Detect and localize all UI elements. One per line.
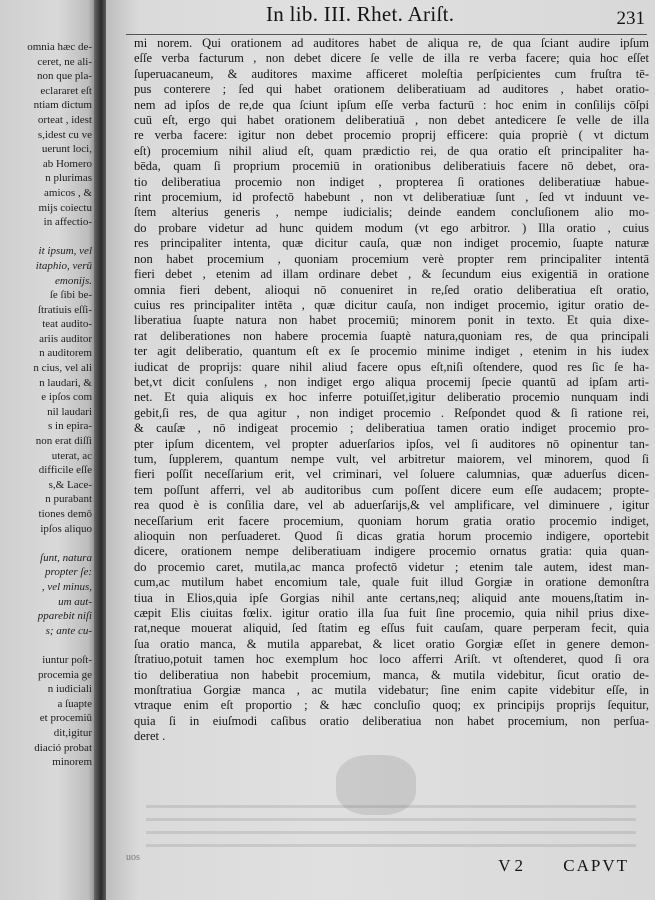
- body-text: [134, 36, 649, 745]
- text-line: rint procemium, id profectō habebunt , non vt deliberatiuæ ſunt , ſed vt induunt ve-: [134, 190, 649, 205]
- left-page-line: orteat , idest: [37, 113, 92, 126]
- text-line: dicere, orationem nempe deliberatiuam indigere procemio ornatus gratia: quia quan-: [134, 544, 649, 559]
- left-page-line: ipſos aliquo: [40, 522, 92, 535]
- left-page-line: e ipſos com: [41, 391, 92, 404]
- page-number: 231: [616, 8, 645, 29]
- left-page-line: um aut-: [58, 595, 92, 608]
- text-line: ſtem alterius generis , nempe iudicialis; deinde eandem concluſionem alio mo-: [134, 205, 649, 220]
- left-page-line: diació probat: [34, 741, 92, 754]
- text-line: fieri debet , etenim ad illam ordinare debet , & ſecundum eius exigentiā in oratione: [134, 267, 649, 282]
- footer-mark: uos: [126, 852, 140, 863]
- text-line: bēda, quam ſi proprium procemiū in orationibus deliberatiuis facere nō debet, ora-: [134, 159, 649, 174]
- text-line: rat deliberationes non habere procemia ſuaptè natura,quoniam res, de qua principali: [134, 328, 649, 343]
- left-page-line: ntiam dictum: [33, 99, 92, 112]
- left-page-line: teat audito-: [42, 318, 92, 331]
- text-line: bet,vt dicit conſulens , non indiget ergo aliqua procemij ſpecie quantū ad ipſam arti-: [134, 374, 649, 389]
- left-page-line: nil laudari: [47, 405, 92, 418]
- text-line: pus conterere ; ſed qui habet orationem deliberatiuam ad auditores , habet oratio-: [134, 82, 649, 97]
- right-page: [106, 0, 655, 900]
- left-page-line: amicos , &: [44, 186, 92, 199]
- left-page-line: dit,igitur: [53, 726, 92, 739]
- left-page-line: ſunt, natura: [40, 551, 92, 564]
- signature-mark: V 2: [498, 856, 523, 875]
- left-page-line: uterat, ac: [51, 449, 92, 462]
- left-page-line: tiones demō: [38, 508, 92, 520]
- left-page-line: s,idest cu ve: [37, 128, 92, 141]
- text-line: tio deliberatiua procemio non indiget , propterea ſi orationes deliberatiuæ habue-: [134, 174, 649, 189]
- text-line: re verba facere: igitur non debet procemio proprij efficere: quia propriè ( vt dictum: [134, 128, 649, 143]
- text-line: rea quod è is conſilia dare, vel ab aduerſarijs,& vel amplificare, vel diminuere , igitur: [134, 498, 649, 513]
- left-page-line: ſe ſibi be-: [49, 289, 92, 302]
- text-line: tem poſſunt afferri, vel ab auditoribus cum poſſent dicere eum eſſe audacem; propte-: [134, 482, 649, 497]
- left-page-line: propter ſe:: [45, 566, 92, 579]
- text-line: cum,ac mutilum habet encomium tale, quale fuit illud Gorgiæ in oratione demonſtra: [134, 575, 649, 590]
- left-page-line: [0, 638, 96, 653]
- text-line: cæpit Elis ciuitas fœlix. igitur oratio illa ſua fuit ſine procemio, quia nihil prius dixe-: [134, 606, 649, 621]
- text-line: non habet procemium , quoniam procemium verè propter rem principaliter intentā: [134, 251, 649, 266]
- text-line: eſt) procemium nihil aliud eſt, quam prædictio rei, de qua oratio eſt principaliter ha-: [134, 143, 649, 158]
- catchword: CAPVT: [563, 856, 629, 875]
- text-line: iudicat de proprijs: quare nihil aliud facere opus eſt,niſi oſtendere, quod res ſic ſe ha-: [134, 359, 649, 374]
- left-page-line: in affectio-: [43, 216, 92, 229]
- text-line: neceſſarium erit facere procemium, quoniam horum gratia oratio procemio indiget,: [134, 513, 649, 528]
- left-page-line: ab Homero: [42, 157, 92, 170]
- left-page-line: omnia hæc de-: [27, 41, 92, 53]
- text-line: tum, ſupplerem, quantum nempe vult, vel arbitretur maiorem, vel minorem, quod ſi: [134, 451, 649, 466]
- text-line: do procemio caret, mutila,ac manca profectō videtur ; etenim tale autem, idest man-: [134, 559, 649, 574]
- left-page-line: non erat diſſi: [35, 435, 92, 448]
- text-line: ſuperuacaneum, & auditores maxime afficeret moleſtia perſpicientes cum fruſtra tē-: [134, 66, 649, 81]
- left-page-line: a ſuapte: [57, 697, 92, 710]
- left-page-line: ariis auditor: [39, 332, 92, 345]
- text-line: tiua in Elios,quia ipſe Gorgias nihil ante certans,neq; aliquid ante mouens,ſtatim in-: [134, 590, 649, 605]
- text-line: nem ad ipſos de re,de qua ſciunt ipſum eſſe verba facturū : hoc enim in conſilijs cōſpi: [134, 97, 649, 112]
- left-page-line: ſtratiuis eſſi-: [37, 303, 92, 316]
- left-page-line: n iudiciali: [47, 683, 92, 696]
- text-line: net. Et quia aliquis ex hoc inferre potuiſſet,igitur deliberatio procemio nunquam indi: [134, 390, 649, 405]
- text-line: omnia fieri debent, alioqui nō conueniret in re,ſed oratio deliberatiua eſt oratio,: [134, 282, 649, 297]
- left-page-line: mijs coiectu: [38, 201, 92, 214]
- left-page-line: it ipsum, vel: [38, 245, 92, 258]
- text-line: quia ſi in eiuſmodi caſibus oratio deliberatiua non habet procemium, non perſua-: [134, 713, 649, 728]
- text-line: gebit,ſi res, de qua agitur , non indiget procemio . Reſpondet quod & ſi ratione rei,: [134, 405, 649, 420]
- left-page-line: minorem: [52, 756, 92, 769]
- left-page-line: s,& Lace-: [48, 478, 92, 491]
- text-line: ſua oratio manca, & mutila apparebat, & licet oratio Gorgiæ eſſet in genere demon-: [134, 636, 649, 651]
- running-header: In lib. III. Rhet. Ariſt.: [266, 2, 455, 26]
- bleed-through-text: [146, 795, 636, 855]
- left-page-line: non que pla-: [37, 70, 92, 83]
- text-line: deret .: [134, 729, 166, 744]
- text-line: mi norem. Qui orationem ad auditores habet de aliqua re, de qua ſciant audire ipſum: [134, 36, 649, 50]
- text-line: & cauſæ , nō indigeat procemio ; deliberatiua tamen oratio indiget procemio pro-: [134, 421, 649, 436]
- left-page-line: n purabant: [45, 493, 92, 506]
- text-line: pter ipſum dicentem, vel propter aduerſarios ipſos, vel ſi auditores nō opinentur tan-: [134, 436, 649, 451]
- left-page-line: procemia ge: [37, 668, 92, 681]
- left-page-line: et procemiū: [39, 712, 92, 725]
- left-page-line: iuntur poſt-: [42, 653, 92, 666]
- text-line: rat,neque mouerat aliquid, ſed ſtatim eg eſſus fuit cauſam, quare perperam fecit, quia: [134, 621, 649, 636]
- text-line: do probare videtur ad hunc quidem modum (vt ego arbitror. ) Illa oratio , cuius: [134, 220, 649, 235]
- left-page-line: uerunt loci,: [41, 143, 92, 156]
- text-line: monſtratiua Gorgiæ manca , ac mutila videbatur; ſine enim capite videbitur eſſe, in: [134, 683, 649, 698]
- left-page-line: ceret, ne ali-: [37, 55, 92, 68]
- header-rule: [126, 34, 647, 35]
- left-page-line: , vel minus,: [41, 580, 92, 593]
- text-line: cuius res principaliter intēta , quæ dicitur cauſa, non indiget procemio, igitur oratio de-: [134, 297, 649, 312]
- text-line: fieri poſſit neceſſarium erit, vel criminari, vel ſoluere calumnias, quæ aduerſus dicen-: [134, 467, 649, 482]
- left-page-line: [0, 230, 96, 245]
- left-page-text: [0, 40, 96, 770]
- text-line: vtraque enim eſt proportio ; & hæc concluſio quoq; ex principijs proprijs ſequitur,: [134, 698, 649, 713]
- left-page-line: pparebit niſi: [37, 610, 92, 623]
- text-line: eſſe verba facturum , non debet dicere ſe velle de illa re verba facere; quia hoc eſſet: [134, 51, 649, 66]
- left-page-line: n laudari, &: [39, 376, 92, 389]
- left-page-line: s in epira-: [48, 420, 92, 433]
- left-page-line: [0, 536, 96, 551]
- left-page-line: itaphio, verū: [35, 259, 92, 272]
- text-line: ter agit deliberatio, quantum eſt ex ſe procemio minime indiget , etenim in his iudex: [134, 344, 649, 359]
- text-line: liberatiua ſuapte natura non habet procemiū; minorem ponit in texto. Et quia dixe-: [134, 313, 649, 328]
- left-page-line: emonijs.: [55, 274, 92, 287]
- left-page-line: eclararet eſt: [40, 84, 92, 97]
- text-line: ſtratiuo,potuit tamen hoc exemplum hoc loco afferri Ariſt. vt oſtenderet, quod ſi ora: [134, 652, 649, 667]
- text-line: alioquin non perſuaderet. Quod ſi dicas gratia horum procemio indigere, oportebit: [134, 529, 649, 543]
- text-line: tio deliberatiua non habebit procemium, manca, & mutila videbitur, ſicut oratio de-: [134, 667, 649, 682]
- left-page-line: n auditorem: [39, 347, 92, 360]
- left-page-line: n cius, vel ali: [33, 362, 92, 375]
- text-line: cuū eſt, ergo qui habet orationem deliberatiuā , non debet antedicere ſe velle de illa: [134, 113, 649, 128]
- left-page: [0, 0, 96, 900]
- text-line: res principaliter intenta, quæ dicitur cauſa, quæ non indiget procemio, ſuapte naturæ: [134, 236, 649, 251]
- left-page-line: s; ante cu-: [45, 624, 92, 637]
- left-page-line: n plurimas: [45, 172, 92, 185]
- left-page-line: difficile eſſe: [38, 464, 92, 477]
